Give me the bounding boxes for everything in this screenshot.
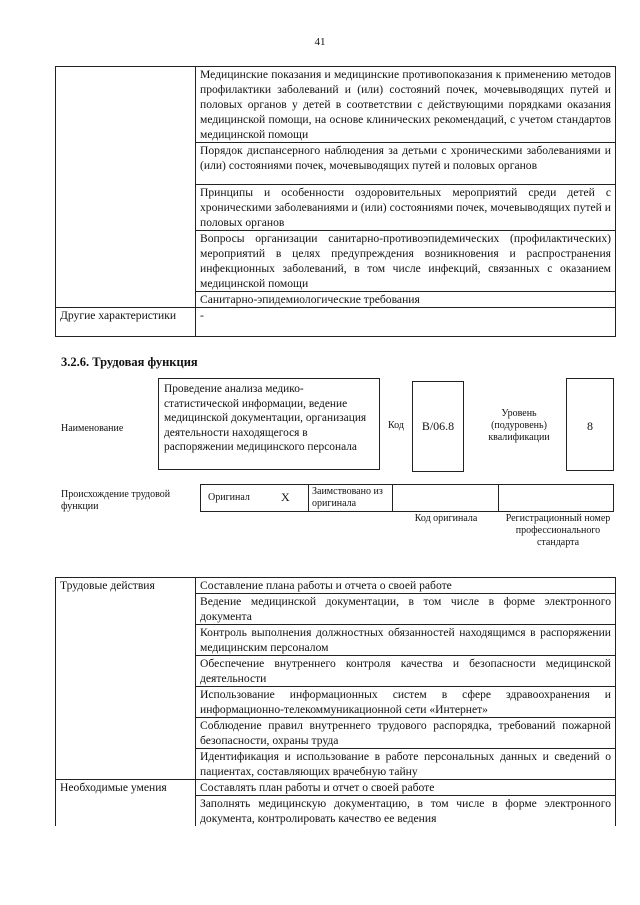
labor-actions-label: Трудовые действия (56, 578, 196, 780)
name-label: Наименование (61, 423, 124, 434)
other-characteristics-label: Другие характеристики (56, 308, 196, 337)
knowledge-item: Санитарно-эпидемиологические требования (196, 292, 616, 308)
origin-box (200, 484, 614, 512)
section-title: 3.2.6. Трудовая функция (61, 355, 198, 369)
divider (392, 484, 393, 512)
page-number: 41 (314, 36, 326, 48)
reg-number-label: Регистрационный номер профессионального стандарта (505, 513, 611, 548)
table-row (56, 780, 616, 796)
code-label: Код (388, 420, 404, 431)
knowledge-item: Порядок диспансерного наблюдения за детьми с хроническими заболеваниями и (или) состояниями почек, мочевыводящих путей и половых органов (196, 143, 616, 185)
knowledge-item: Вопросы организации санитарно-противоэпидемических (профилактических) мероприятий в целях предупреждения возникновения и распространения инфекционных заболеваний, в том числе инфекций, связанных с оказанием медицинской помощи (196, 231, 616, 292)
borrowed-label: Заимствовано из оригинала (312, 486, 383, 509)
skill-item: Заполнять медицинскую документацию, в том числе в форме электронного документа, контролировать качество ее ведения (196, 796, 616, 827)
knowledge-table (55, 66, 616, 337)
other-characteristics-value: - (196, 308, 616, 337)
labor-actions-table (55, 577, 616, 826)
skills-label: Необходимые умения (56, 780, 196, 827)
knowledge-item: Принципы и особенности оздоровительных мероприятий среди детей с хроническими заболеваниями и (или) состояниями почек, мочевыводящих путей и половых органов (196, 185, 616, 231)
level-label: Уровень (подуровень) квалификации (488, 408, 550, 443)
divider (308, 484, 309, 512)
labor-action-item: Обеспечение внутреннего контроля качества и безопасности медицинской деятельности (196, 656, 616, 687)
labor-action-item: Соблюдение правил внутреннего трудового распорядка, требований пожарной безопасности, охраны труда (196, 718, 616, 749)
table-row (56, 578, 616, 594)
divider (498, 484, 499, 512)
labor-action-item: Идентификация и использование в работе персональных данных и сведений о пациентах, составляющих врачебную тайну (196, 749, 616, 780)
code-value: B/06.8 (421, 419, 455, 433)
original-label: Оригинал (208, 492, 250, 503)
skill-item: Составлять план работы и отчет о своей работе (196, 780, 616, 796)
level-box (566, 378, 614, 471)
labor-action-item: Составление плана работы и отчета о своей работе (196, 578, 616, 594)
origin-label: Происхождение трудовой функции (61, 489, 171, 512)
table-cell-empty (56, 67, 196, 308)
level-value: 8 (587, 419, 593, 433)
labor-action-item: Ведение медицинской документации, в том числе в форме электронного документа (196, 594, 616, 625)
knowledge-item: Медицинские показания и медицинские противопоказания к применению методов профилактики заболеваний и (или) состояний почек, мочевыводящих путей и половых органов у детей в соответствии с действующими порядками оказания медицинской помощи, на основе клинических рекомендаций, с учетом стандартов медицинской помощи (196, 67, 616, 143)
table-row (56, 308, 616, 337)
function-name-box (158, 378, 380, 470)
labor-action-item: Использование информационных систем в сфере здравоохранения и информационно-телекоммуникационной сети «Интернет» (196, 687, 616, 718)
function-name-value: Проведение анализа медико-статистической информации, ведение медицинской документации, организация деятельности находящегося в распоряжении медицинского персонала (164, 383, 367, 453)
code-box (412, 381, 464, 472)
original-mark: X (281, 490, 290, 504)
labor-action-item: Контроль выполнения должностных обязанностей находящимся в распоряжении медицинским персоналом (196, 625, 616, 656)
table-row (56, 67, 616, 143)
code-original-label: Код оригинала (414, 513, 478, 524)
